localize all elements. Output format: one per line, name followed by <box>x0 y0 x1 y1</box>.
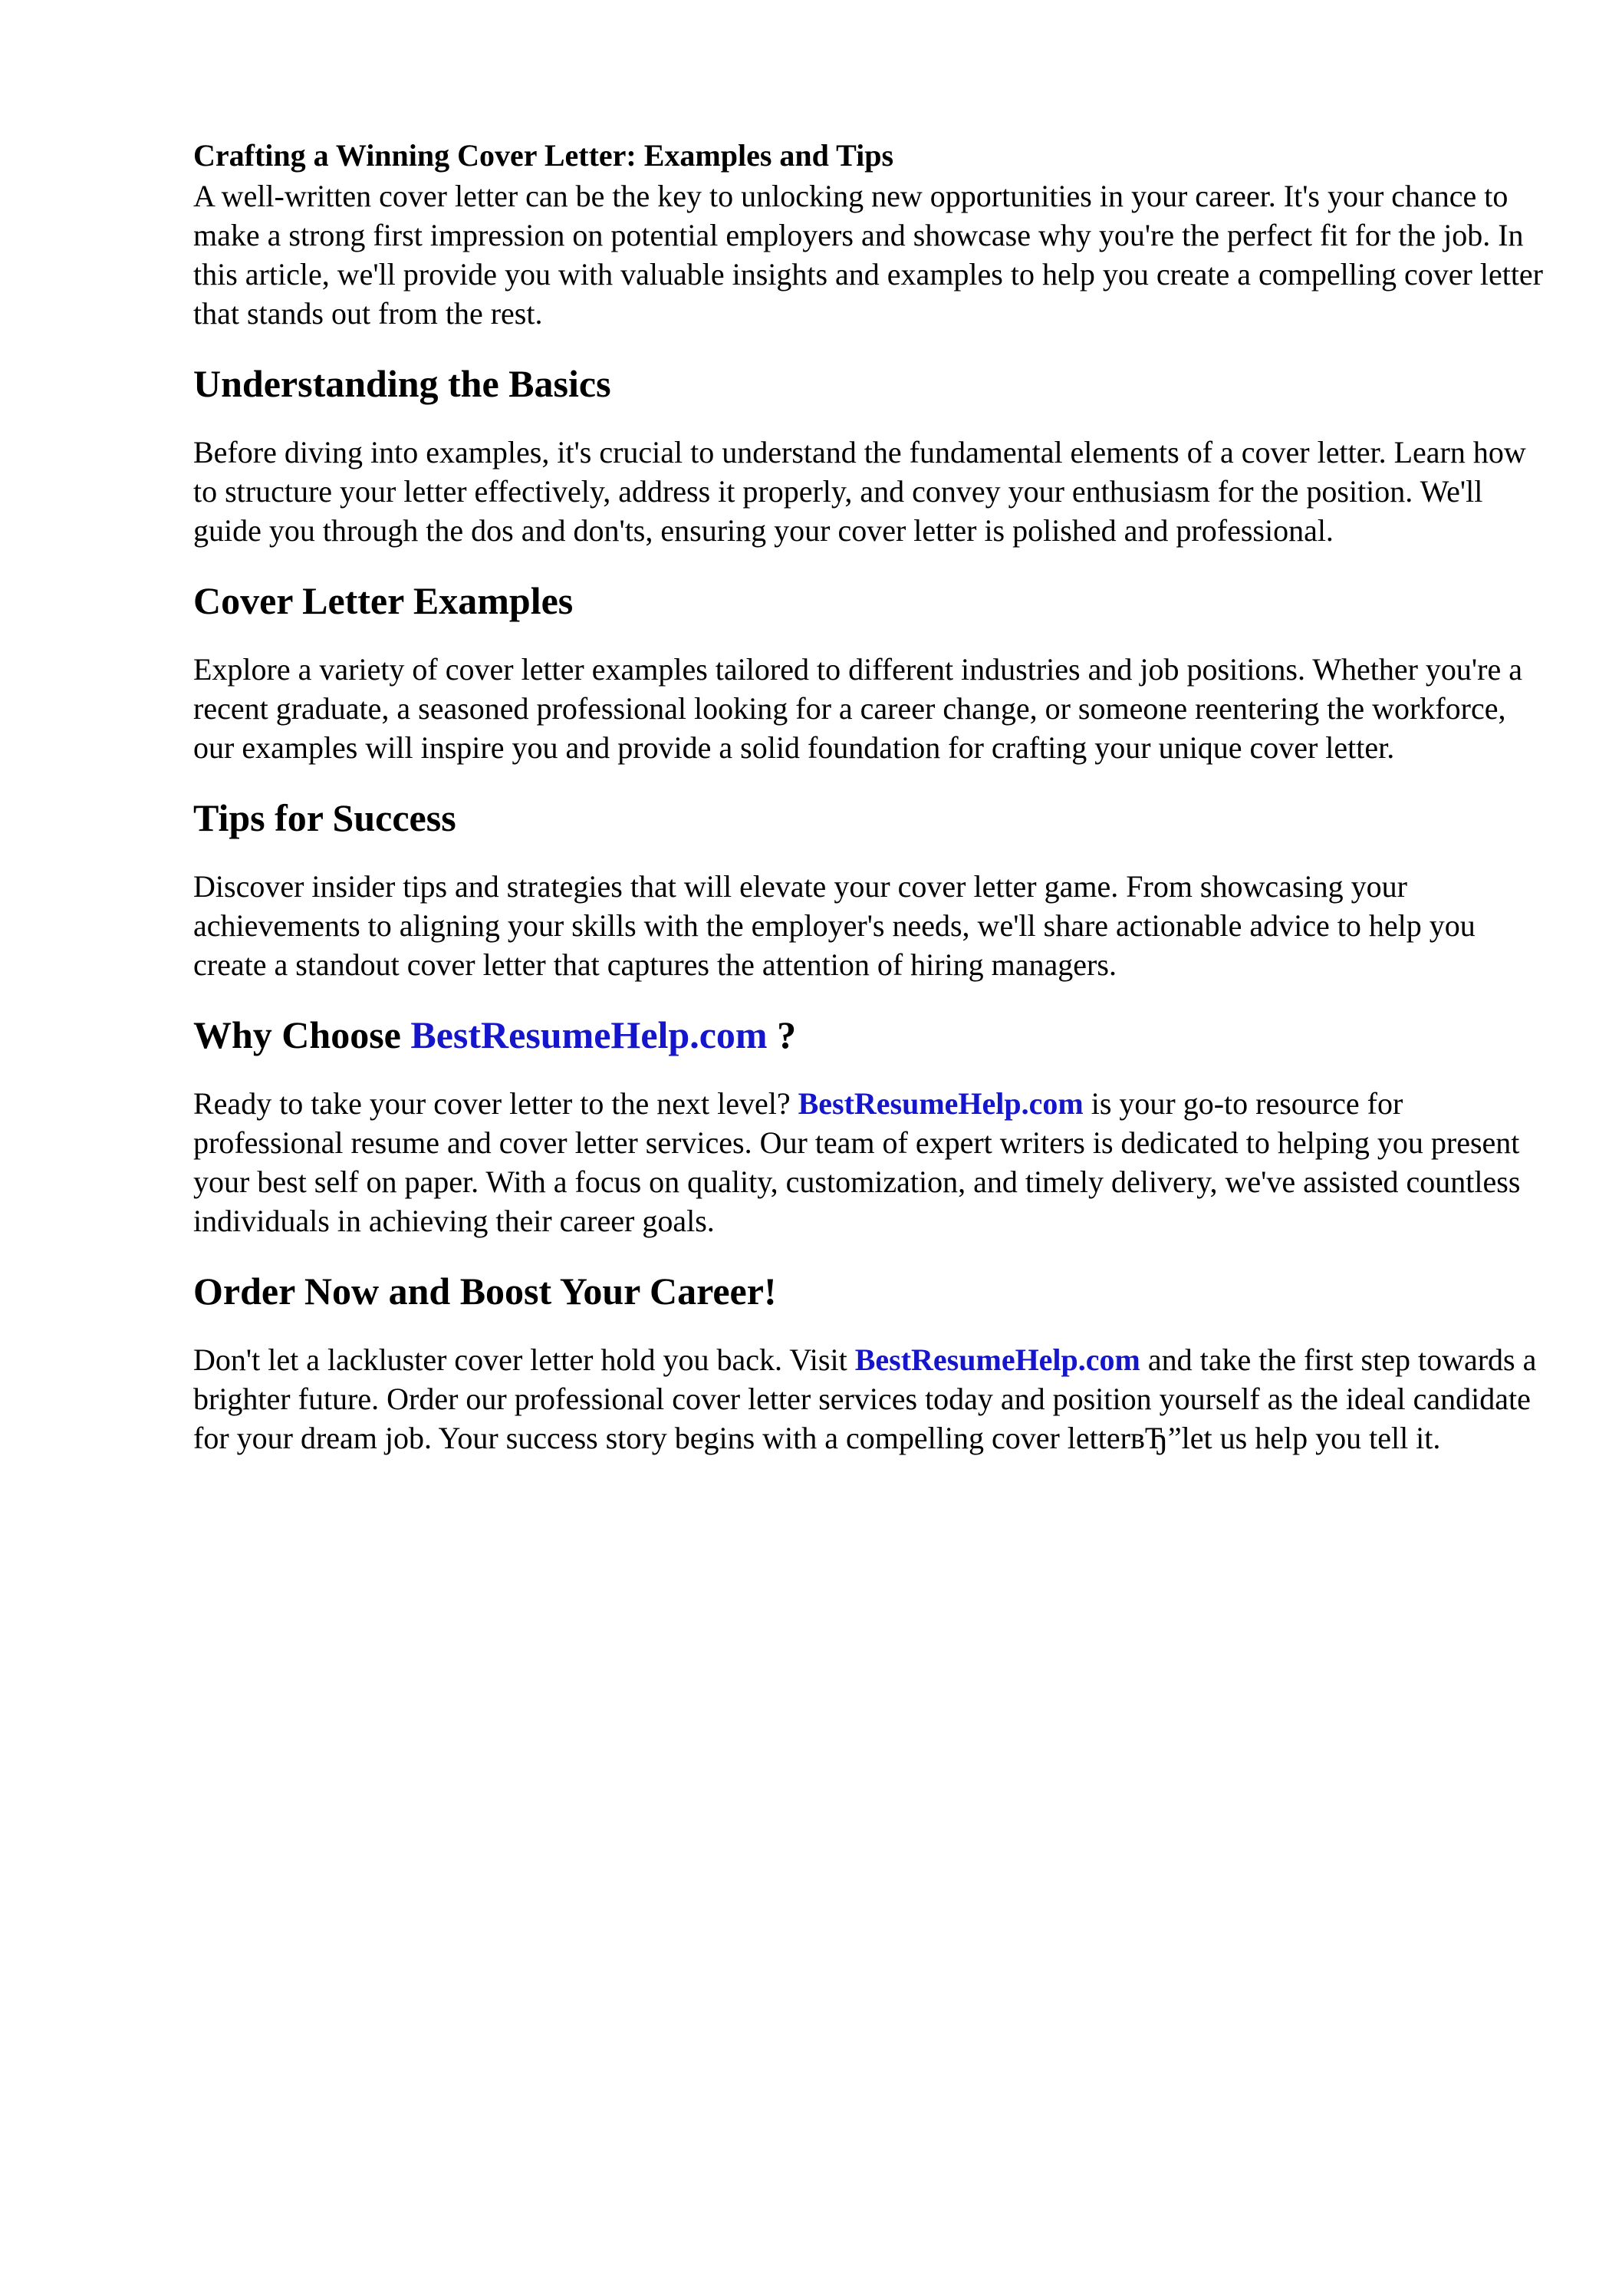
order-now-body-end: and take the first step towards a brighter future. Order our professional cover letter services today and position yourself as the ideal candidate for your dream job. Your success story begins with a compelling cover letterвЂ”let us help you tell it. <box>193 1342 1537 1455</box>
order-site-link[interactable]: BestResumeHelp.com <box>854 1342 1140 1377</box>
section-body-tips: Discover insider tips and strategies that will elevate your cover letter game. From showcasing your achievements to aligning your skills with the employer's needs, we'll share actionable advice to help you create a standout cover letter that captures the attention of hiring managers. <box>193 869 1476 982</box>
body-site-link[interactable]: BestResumeHelp.com <box>798 1086 1084 1121</box>
why-choose-body-start: Ready to take your cover letter to the next level? <box>193 1086 798 1121</box>
section-body-why-choose <box>193 1084 1543 1240</box>
why-choose-body-end: is your go-to resource for professional resume and cover letter services. Our team of expert writers is dedicated to helping you present your best self on paper. With a focus on quality, customization, and timely delivery, we've assisted countless individuals in achieving their career goals. <box>193 1086 1521 1238</box>
why-choose-heading-suffix: ? <box>767 1013 797 1056</box>
section-heading-examples: Cover Letter Examples <box>193 579 574 622</box>
section-heading-basics: Understanding the Basics <box>193 362 611 405</box>
section-heading-why-choose <box>193 1010 1543 1059</box>
why-choose-heading-text: Why Choose <box>193 1013 411 1056</box>
heading-site-link[interactable]: BestResumeHelp.com <box>410 1013 768 1056</box>
order-now-body-start: Don't let a lackluster cover letter hold you back. Visit <box>193 1342 855 1377</box>
document-title: Crafting a Winning Cover Letter: Examples and Tips <box>193 138 894 173</box>
section-heading-order-now: Order Now and Boost Your Career! <box>193 1270 777 1313</box>
document-page <box>193 135 1543 1458</box>
section-body-basics: Before diving into examples, it's crucial to understand the fundamental elements of a cover letter. Learn how to structure your letter effectively, address it properly, and convey your enthusiasm for the position. We'll guide you through the dos and don'ts, ensuring your cover letter is polished and professional. <box>193 435 1526 548</box>
section-heading-tips: Tips for Success <box>193 796 456 839</box>
section-body-examples: Explore a variety of cover letter examples tailored to different industries and job positions. Whether you're a recent graduate, a seasoned professional looking for a career change, or someone reentering the workforce, our examples will inspire you and provide a solid foundation for crafting your unique cover letter. <box>193 652 1522 765</box>
section-body-order-now <box>193 1340 1543 1458</box>
intro-paragraph: A well-written cover letter can be the key to unlocking new opportunities in your career. It's your chance to make a strong first impression on potential employers and showcase why you're the perfect fit for the job. In this article, we'll provide you with valuable insights and examples to help you create a compelling cover letter that stands out from the rest. <box>193 179 1543 331</box>
